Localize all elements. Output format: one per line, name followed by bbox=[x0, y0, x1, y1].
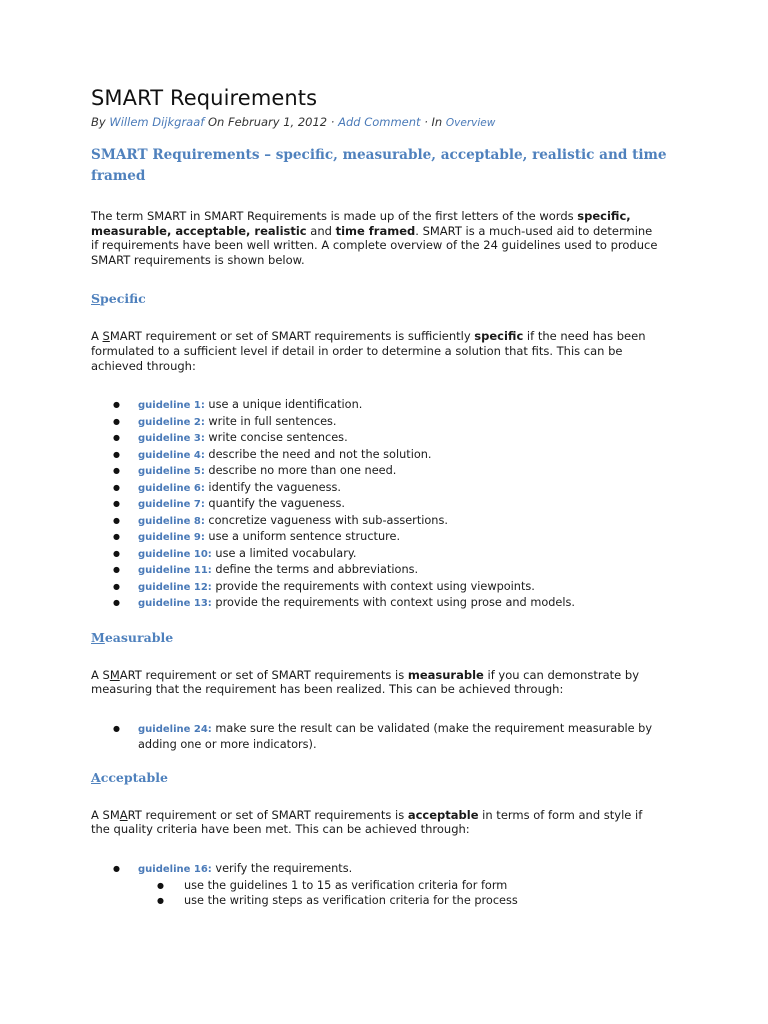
para-underlined-letter: M bbox=[109, 667, 120, 682]
byline bbox=[91, 114, 691, 131]
add-comment-link[interactable]: Add Comment bbox=[338, 115, 421, 129]
guideline-link[interactable]: guideline 5: bbox=[138, 466, 205, 478]
heading-rest: cceptable bbox=[100, 769, 168, 785]
byline-by: By bbox=[91, 115, 106, 129]
guideline-text: write concise sentences. bbox=[204, 431, 348, 445]
intro-bold: , bbox=[166, 223, 176, 238]
para-bold: measurable bbox=[407, 667, 484, 682]
para-text: A SM bbox=[91, 807, 120, 822]
list-item bbox=[91, 496, 691, 513]
list-item bbox=[91, 721, 663, 753]
bullet-icon: ● bbox=[113, 433, 120, 443]
list-item bbox=[91, 595, 691, 612]
list-item bbox=[91, 397, 691, 414]
measurable-paragraph bbox=[91, 668, 663, 697]
list-item bbox=[91, 546, 691, 563]
intro-text: . SMART is a much-used aid to determine if requirements have been well written. A complete overview of the 24 guidelines used to produce SMART requirements is shown below. bbox=[91, 223, 658, 267]
guideline-text: quantify the vagueness. bbox=[204, 497, 345, 511]
para-text: if the need has been formulated to a sufficient level if detail in order to determine a solution that fits. This can be achieved through: bbox=[91, 329, 646, 373]
intro-bold: measurable bbox=[91, 223, 167, 238]
para-underlined-letter: A bbox=[119, 807, 128, 822]
guideline-text: describe no more than one need. bbox=[204, 464, 397, 478]
bullet-icon: ● bbox=[113, 532, 120, 542]
guideline-link[interactable]: guideline 6: bbox=[138, 482, 205, 494]
guideline-text: define the terms and abbreviations. bbox=[211, 563, 419, 577]
guideline-text: identify the vagueness. bbox=[204, 480, 341, 494]
bullet-icon: ● bbox=[113, 598, 120, 608]
list-item bbox=[91, 893, 691, 909]
bullet-icon: ● bbox=[113, 864, 120, 874]
acceptable-sub-list bbox=[91, 878, 691, 909]
list-item bbox=[91, 480, 691, 497]
intro-paragraph bbox=[91, 209, 663, 267]
intro-bold: realistic bbox=[254, 223, 307, 238]
bullet-icon: ● bbox=[113, 723, 120, 733]
para-text: if you can demonstrate by measuring that the requirement has been realized. This can be achieved through: bbox=[91, 667, 640, 697]
bullet-icon: ● bbox=[113, 515, 120, 525]
list-item bbox=[91, 430, 691, 447]
bullet-icon: ● bbox=[113, 581, 120, 591]
guideline-link[interactable]: guideline 3: bbox=[138, 433, 205, 445]
list-item bbox=[91, 414, 691, 431]
specific-paragraph bbox=[91, 329, 663, 373]
heading-initial: A bbox=[91, 769, 101, 785]
list-item bbox=[91, 562, 691, 579]
guideline-link[interactable]: guideline 16: bbox=[138, 864, 212, 876]
para-text: ART requirement or set of SMART requirements is bbox=[119, 667, 408, 682]
para-bold: specific bbox=[474, 329, 524, 344]
bullet-icon: ● bbox=[113, 565, 120, 575]
guideline-link[interactable]: guideline 1: bbox=[138, 400, 205, 412]
intro-text: and bbox=[306, 223, 336, 238]
para-underlined-letter: S bbox=[102, 329, 110, 344]
guideline-text: provide the requirements with context using prose and models. bbox=[211, 596, 575, 610]
bullet-icon: ● bbox=[113, 449, 120, 459]
guideline-text: use a limited vocabulary. bbox=[211, 546, 357, 560]
guideline-text: provide the requirements with context using viewpoints. bbox=[211, 579, 535, 593]
acceptable-paragraph bbox=[91, 808, 663, 837]
list-item bbox=[91, 529, 691, 546]
author-link[interactable]: Willem Dijkgraaf bbox=[109, 115, 205, 129]
guideline-text: write in full sentences. bbox=[204, 414, 337, 428]
section-heading-acceptable bbox=[91, 770, 691, 786]
heading-rest: pecific bbox=[100, 291, 146, 307]
sub-item-text: use the writing steps as verification criteria for the process bbox=[184, 894, 518, 908]
intro-bold: specific bbox=[577, 209, 627, 223]
intro-bold: , bbox=[246, 223, 255, 238]
guideline-link[interactable]: guideline 10: bbox=[138, 548, 212, 560]
bullet-icon: ● bbox=[113, 416, 120, 426]
sub-item-text: use the guidelines 1 to 15 as verification criteria for form bbox=[184, 878, 508, 892]
para-bold: acceptable bbox=[407, 807, 479, 822]
guideline-text: concretize vagueness with sub-assertions. bbox=[204, 513, 448, 527]
category-link[interactable]: Overview bbox=[445, 117, 496, 129]
list-item bbox=[91, 861, 691, 878]
guideline-link[interactable]: guideline 4: bbox=[138, 449, 205, 461]
guideline-text: verify the requirements. bbox=[211, 862, 353, 876]
bullet-icon: ● bbox=[157, 880, 164, 890]
list-item bbox=[91, 513, 691, 530]
guideline-link[interactable]: guideline 2: bbox=[138, 416, 205, 428]
guideline-link[interactable]: guideline 13: bbox=[138, 598, 212, 610]
guideline-link[interactable]: guideline 11: bbox=[138, 565, 212, 577]
guideline-text: make sure the result can be validated (make the requirement measurable by adding one or more indicators). bbox=[138, 721, 653, 752]
bullet-icon: ● bbox=[113, 466, 120, 476]
heading-initial: S bbox=[91, 291, 101, 307]
measurable-guideline-list bbox=[91, 721, 663, 753]
byline-date: On February 1, 2012 · bbox=[207, 115, 335, 129]
intro-bold: acceptable bbox=[175, 223, 247, 238]
section-heading-specific bbox=[91, 291, 691, 307]
intro-bold: time framed bbox=[335, 223, 416, 238]
intro-text: The term SMART in SMART Requirements is made up of the first letters of the words bbox=[91, 209, 578, 223]
bullet-icon: ● bbox=[157, 896, 164, 906]
para-text: MART requirement or set of SMART requirements is sufficiently bbox=[109, 329, 475, 344]
section-heading-measurable bbox=[91, 630, 691, 646]
list-item bbox=[91, 579, 691, 596]
list-item bbox=[91, 878, 691, 894]
bullet-icon: ● bbox=[113, 499, 120, 509]
guideline-link[interactable]: guideline 8: bbox=[138, 515, 205, 527]
guideline-link[interactable]: guideline 7: bbox=[138, 499, 205, 511]
specific-guideline-list bbox=[91, 397, 691, 612]
para-text: A bbox=[91, 329, 103, 344]
article bbox=[91, 84, 691, 909]
guideline-link[interactable]: guideline 24: bbox=[138, 723, 212, 735]
guideline-text: describe the need and not the solution. bbox=[204, 447, 432, 461]
list-item bbox=[91, 463, 691, 480]
list-item bbox=[91, 447, 691, 464]
page-title: SMART Requirements bbox=[91, 86, 318, 110]
para-text: RT requirement or set of SMART requirements is bbox=[127, 807, 408, 822]
heading-rest: easurable bbox=[104, 629, 174, 645]
byline-in: · In bbox=[424, 115, 443, 129]
guideline-text: use a unique identification. bbox=[204, 398, 363, 412]
guideline-link[interactable]: guideline 12: bbox=[138, 581, 212, 593]
bullet-icon: ● bbox=[113, 400, 120, 410]
bullet-icon: ● bbox=[113, 548, 120, 558]
intro-bold: , bbox=[626, 209, 631, 223]
acceptable-guideline-list bbox=[91, 861, 691, 878]
para-text: A S bbox=[91, 667, 110, 682]
para-text: in terms of form and style if the quality criteria have been met. This can be achieved through: bbox=[91, 807, 643, 837]
guideline-text: use a uniform sentence structure. bbox=[204, 530, 401, 544]
bullet-icon: ● bbox=[113, 482, 120, 492]
heading-initial: M bbox=[91, 629, 105, 645]
article-subtitle: SMART Requirements – specific, measurable, acceptable, realistic and time framed bbox=[91, 147, 667, 184]
guideline-link[interactable]: guideline 9: bbox=[138, 532, 205, 544]
